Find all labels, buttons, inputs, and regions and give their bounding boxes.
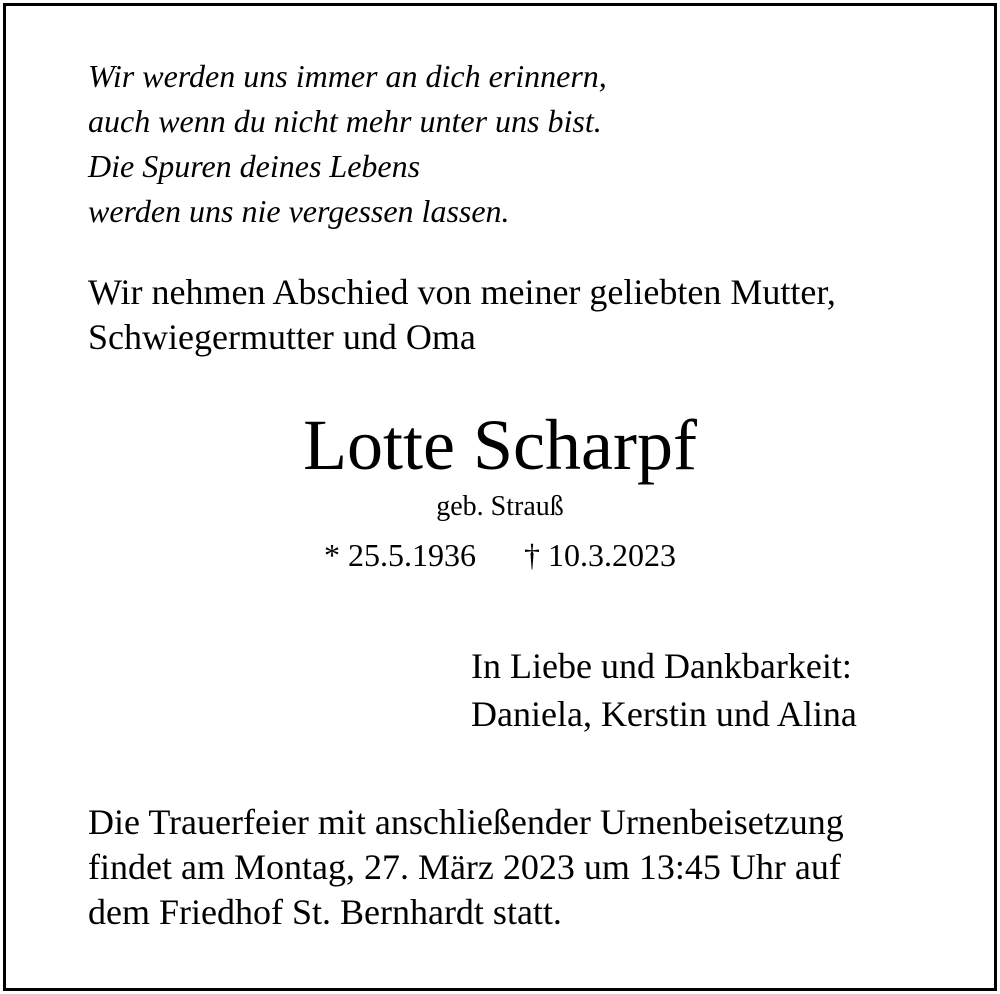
service-line: dem Friedhof St. Bernhardt statt. xyxy=(88,892,562,932)
intro-line: Wir nehmen Abschied von meiner geliebten Mutter, xyxy=(88,272,836,312)
family-line: In Liebe und Dankbarkeit: xyxy=(471,646,852,686)
service-line: findet am Montag, 27. März 2023 um 13:45 Uhr auf xyxy=(88,847,841,887)
service-line: Die Trauerfeier mit anschließender Urnenbeisetzung xyxy=(88,802,844,842)
memorial-poem xyxy=(88,54,607,234)
maiden-name: geb. Strauß xyxy=(436,491,564,522)
service-info xyxy=(88,800,844,935)
intro-line: Schwiegermutter und Oma xyxy=(88,317,476,357)
poem-line: werden uns nie vergessen lassen. xyxy=(88,193,510,229)
birth-date: * 25.5.1936 xyxy=(324,537,476,573)
death-date: † 10.3.2023 xyxy=(524,537,676,573)
deceased-name: Lotte Scharpf xyxy=(303,405,697,485)
life-dates xyxy=(0,534,1000,576)
poem-line: Wir werden uns immer an dich erinnern, xyxy=(88,58,607,94)
family-signature xyxy=(471,642,857,738)
farewell-intro xyxy=(88,270,836,360)
poem-line: Die Spuren deines Lebens xyxy=(88,148,421,184)
family-line: Daniela, Kerstin und Alina xyxy=(471,694,857,734)
poem-line: auch wenn du nicht mehr unter uns bist. xyxy=(88,103,602,139)
